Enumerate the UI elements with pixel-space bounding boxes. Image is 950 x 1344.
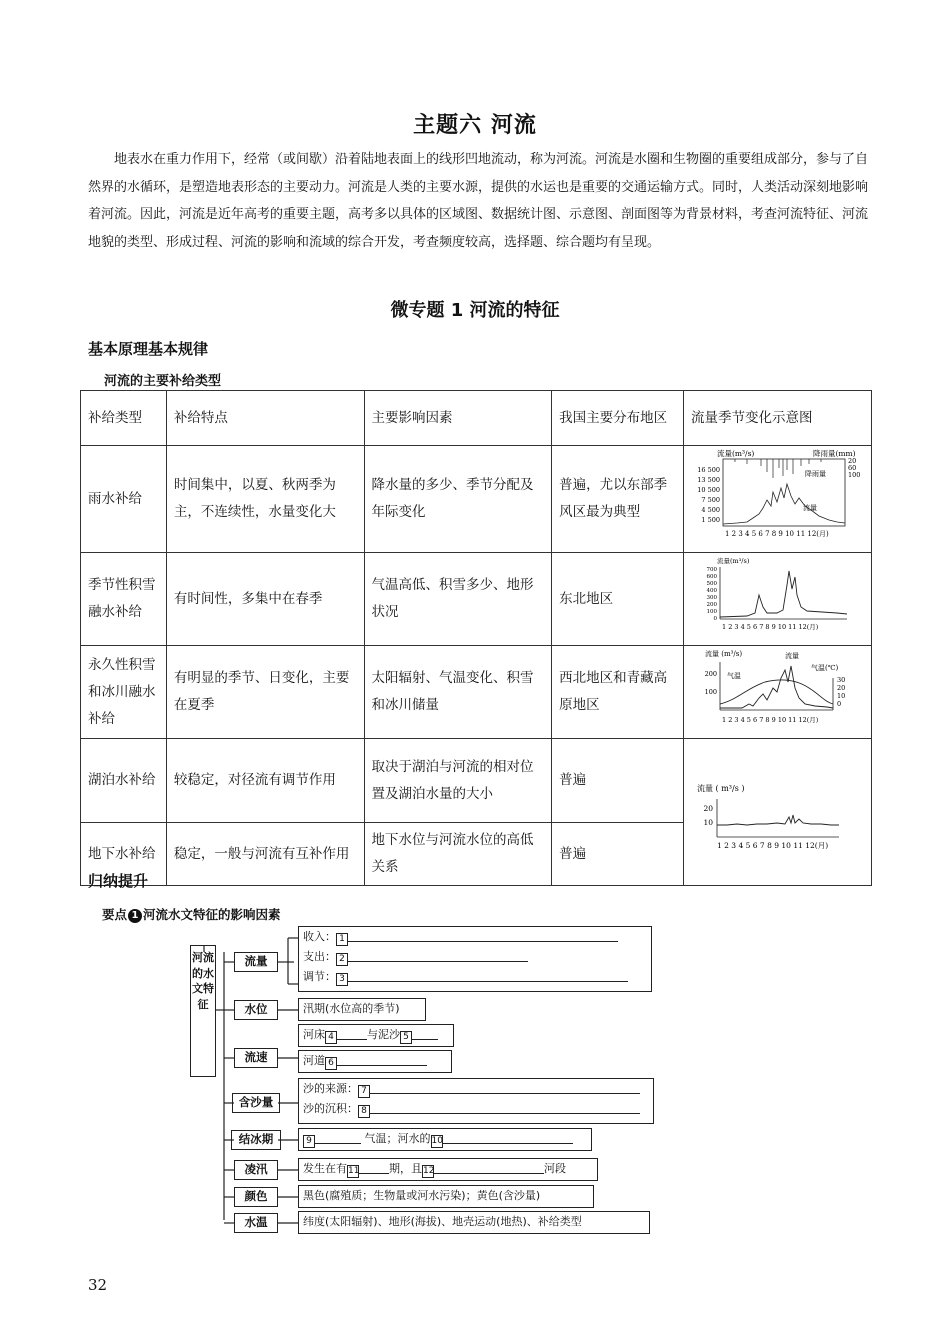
- rain-flow-chart: [687, 448, 867, 540]
- lake-flow-chart-cell: [683, 739, 871, 886]
- snow-ytick: 700: [706, 567, 718, 573]
- header-cell: 补给特点: [166, 391, 364, 446]
- node-flow: 流量: [234, 952, 278, 972]
- snow-flow-chart-cell: [683, 553, 871, 646]
- cell-feature: 较稳定，对径流有调节作用: [166, 739, 364, 823]
- rain-ytick: 16 500: [697, 466, 721, 474]
- number-badge: 1: [128, 909, 142, 923]
- rain-ytick: 1 500: [701, 516, 721, 524]
- ice-flood-detail-box: [298, 1158, 598, 1181]
- table-row: [81, 446, 872, 553]
- lake-xticks: 1 2 3 4 5 6 7 8 9 10 11 12(月): [717, 841, 829, 850]
- sediment-detail-box: [298, 1078, 654, 1124]
- color-detail-box: [298, 1185, 594, 1208]
- answer-blank: 3: [336, 973, 348, 986]
- snow-ytick: 200: [706, 602, 718, 608]
- node-temperature: 水温: [234, 1213, 278, 1233]
- rain-flow-line: [723, 484, 845, 524]
- cell-factor: 取决于湖泊与河流的相对位置及湖泊水量的大小: [364, 739, 552, 823]
- rain-chart-ylabel: 流量(m³/s): [717, 449, 755, 458]
- level-line: 汛期(水位高的季节): [303, 1002, 400, 1015]
- page-title: 主题六 河流: [413, 113, 537, 138]
- flow-detail-box: [298, 926, 652, 992]
- glacier-chart-y2label: 气温(℃): [811, 664, 839, 672]
- cell-factor: 气温高低、积雪多少、地形状况: [364, 553, 552, 646]
- rain-y2tick: 100: [848, 471, 861, 479]
- velocity-line: 河道 6: [299, 1051, 451, 1071]
- node-water-level: 水位: [234, 1000, 278, 1020]
- freeze-detail-box: [298, 1128, 592, 1151]
- temperature-line: 纬度(太阳辐射)、地形(海拔)、地壳运动(地热)、补给类型: [303, 1215, 582, 1228]
- answer-blank: 6: [325, 1057, 337, 1070]
- flow-line: 支出： 2: [299, 947, 651, 967]
- glacier-xticks: 1 2 3 4 5 6 7 8 9 10 11 12(月): [722, 716, 819, 724]
- answer-blank: 2: [336, 953, 348, 966]
- answer-blank: 4: [325, 1031, 337, 1044]
- header-cell: 补给类型: [81, 391, 167, 446]
- rain-ytick: 10 500: [697, 486, 721, 494]
- snow-ytick: 500: [706, 581, 718, 587]
- cell-factor: 降水量的多少、季节分配及年际变化: [364, 446, 552, 553]
- table-header-row: [81, 391, 872, 446]
- cell-region: 东北地区: [552, 553, 684, 646]
- snow-flow-line: [720, 571, 847, 617]
- snow-flow-chart: [687, 555, 867, 633]
- cell-type: 地下水补给: [81, 823, 167, 886]
- glacier-ytick: 200: [705, 670, 718, 678]
- table-row: [81, 646, 872, 739]
- rain-ytick: 13 500: [697, 476, 721, 484]
- lake-ytick: 10: [703, 818, 714, 827]
- subtopic-title: 微专题 1 河流的特征: [390, 300, 560, 321]
- snow-ytick: 300: [706, 595, 718, 601]
- cell-feature: 时间集中，以夏、秋两季为主，不连续性，水量变化大: [166, 446, 364, 553]
- answer-blank: 8: [358, 1105, 370, 1118]
- snow-xticks: 1 2 3 4 5 6 7 8 9 10 11 12(月): [722, 623, 819, 631]
- lake-flow-line: [717, 815, 839, 825]
- answer-blank: 7: [358, 1085, 370, 1098]
- hydrology-factors-diagram: [88, 900, 678, 1245]
- glacier-chart-ylabel: 流量 (m³/s): [705, 650, 743, 658]
- supply-type-table: [80, 390, 872, 886]
- glacier-flow-label: 流量: [785, 652, 800, 660]
- rain-chart-frame: [723, 459, 845, 526]
- cell-region: 普遍，尤以东部季风区最为典型: [552, 446, 684, 553]
- header-cell: 流量季节变化示意图: [683, 391, 871, 446]
- glacier-temp-label: 气温: [727, 672, 742, 680]
- table-row: [81, 739, 872, 823]
- velocity-detail-box: [298, 1050, 452, 1073]
- glacier-flow-chart-cell: [683, 646, 871, 739]
- temperature-detail-box: [298, 1211, 650, 1234]
- cell-feature: 稳定，一般与河流有互补作用: [166, 823, 364, 886]
- cell-factor: 太阳辐射、气温变化、积雪和冰川储量: [364, 646, 552, 739]
- node-sediment: 含沙量: [232, 1093, 280, 1113]
- header-cell: 主要影响因素: [364, 391, 552, 446]
- answer-blank: 12: [423, 1166, 435, 1176]
- rain-chart-y2label: 降雨量(mm): [813, 449, 857, 458]
- rain-y2tick: 60: [848, 464, 857, 472]
- diagram-heading-prefix: 要点: [102, 907, 128, 922]
- glacier-y2tick: 10: [837, 692, 846, 700]
- node-ice-flood: 凌汛: [234, 1160, 278, 1180]
- color-line: 黑色(腐殖质；生物量或河水污染)；黄色(含沙量): [303, 1189, 541, 1202]
- answer-blank: 5: [400, 1031, 412, 1044]
- snow-ytick: 400: [706, 588, 718, 594]
- level-detail-box-2: [298, 1024, 454, 1047]
- snow-ytick: 0: [713, 616, 718, 622]
- table-row: [81, 553, 872, 646]
- snow-chart-ylabel: 流量(m³/s): [717, 557, 750, 565]
- cell-region: 普遍: [552, 739, 684, 823]
- rain-ytick: 7 500: [701, 496, 721, 504]
- glacier-ytick: 100: [705, 688, 718, 696]
- glacier-y2tick: 0: [837, 700, 842, 708]
- section-heading-summary: 归纳提升: [88, 872, 149, 890]
- glacier-y2tick: 30: [837, 676, 846, 684]
- answer-blank: 9: [303, 1135, 315, 1148]
- cell-feature: 有明显的季节、日变化，主要在夏季: [166, 646, 364, 739]
- node-color: 颜色: [234, 1187, 278, 1207]
- rain-flow-chart-cell: [683, 446, 871, 553]
- table-caption: 河流的主要补给类型: [104, 374, 222, 389]
- flow-line: 调节： 3: [299, 967, 651, 987]
- sediment-line: 沙的沉积： 8: [299, 1099, 653, 1119]
- page-number: 32: [88, 1276, 108, 1294]
- sediment-line: 沙的来源： 7: [299, 1079, 653, 1099]
- answer-blank: 1: [336, 933, 348, 946]
- cell-region: 普遍: [552, 823, 684, 886]
- rain-series-label: 降雨量: [805, 470, 827, 478]
- ice-flood-line: 发生在有11 期，且12 河段: [303, 1162, 566, 1176]
- level-detail-box-1: [298, 998, 426, 1021]
- intro-paragraph: 地表水在重力作用下，经常（或间歇）沿着陆地表面上的线形凹地流动，称为河流。河流是水圈和生物圈的重要组成部分，参与了自然界的水循环，是塑造地表形态的主要动力。河流是人类的主要水源，提供的水运也是重要的交通运输方式。同时，人类活动深刻地影响着河流。因此，河流是近年高考的重要主题，高考多以具体的区域图、数据统计图、示意图、剖面图等为背景材料，考查河流特征、河流地貌的类型、形成过程、河流的影响和流域的综合开发，考查频度较高，选择题、综合题均有呈现。: [88, 152, 869, 250]
- cell-type: 雨水补给: [81, 446, 167, 553]
- cell-type: 季节性积雪融水补给: [81, 553, 167, 646]
- cell-factor: 地下水位与河流水位的高低关系: [364, 823, 552, 886]
- answer-blank: 10: [431, 1136, 443, 1146]
- node-freeze: 结冰期: [231, 1130, 281, 1150]
- cell-type: 永久性积雪和冰川融水补给: [81, 646, 167, 739]
- diagram-heading-text: 河流水文特征的影响因素: [143, 907, 281, 922]
- cell-region: 西北地区和青藏高原地区: [552, 646, 684, 739]
- flow-line: 收入： 1: [299, 927, 651, 947]
- lake-ytick: 20: [703, 804, 714, 813]
- rain-xticks: 1 2 3 4 5 6 7 8 9 10 11 12(月): [725, 530, 830, 538]
- cell-type: 湖泊水补给: [81, 739, 167, 823]
- node-velocity: 流速: [234, 1048, 278, 1068]
- rain-y2tick: 20: [848, 457, 857, 465]
- lake-chart-ylabel: 流量 ( m³/s ): [697, 784, 745, 793]
- diagram-root-node: 河流的水文特征: [190, 945, 216, 1077]
- freeze-line: 9 气温；河水的10: [299, 1129, 591, 1149]
- lake-flow-chart: [687, 757, 867, 857]
- level-line: 河床 4 与泥沙 5: [299, 1025, 453, 1045]
- rain-ytick: 4 500: [701, 506, 721, 514]
- snow-ytick: 600: [706, 574, 718, 580]
- snow-ytick: 100: [706, 609, 718, 615]
- glacier-flow-chart: [687, 648, 867, 726]
- glacier-y2tick: 20: [837, 684, 846, 692]
- section-heading-principles: 基本原理基本规律: [88, 340, 209, 358]
- header-cell: 我国主要分布地区: [552, 391, 684, 446]
- cell-feature: 有时间性，多集中在春季: [166, 553, 364, 646]
- answer-blank: 11: [348, 1166, 360, 1176]
- rain-flow-label: 流量: [803, 504, 818, 512]
